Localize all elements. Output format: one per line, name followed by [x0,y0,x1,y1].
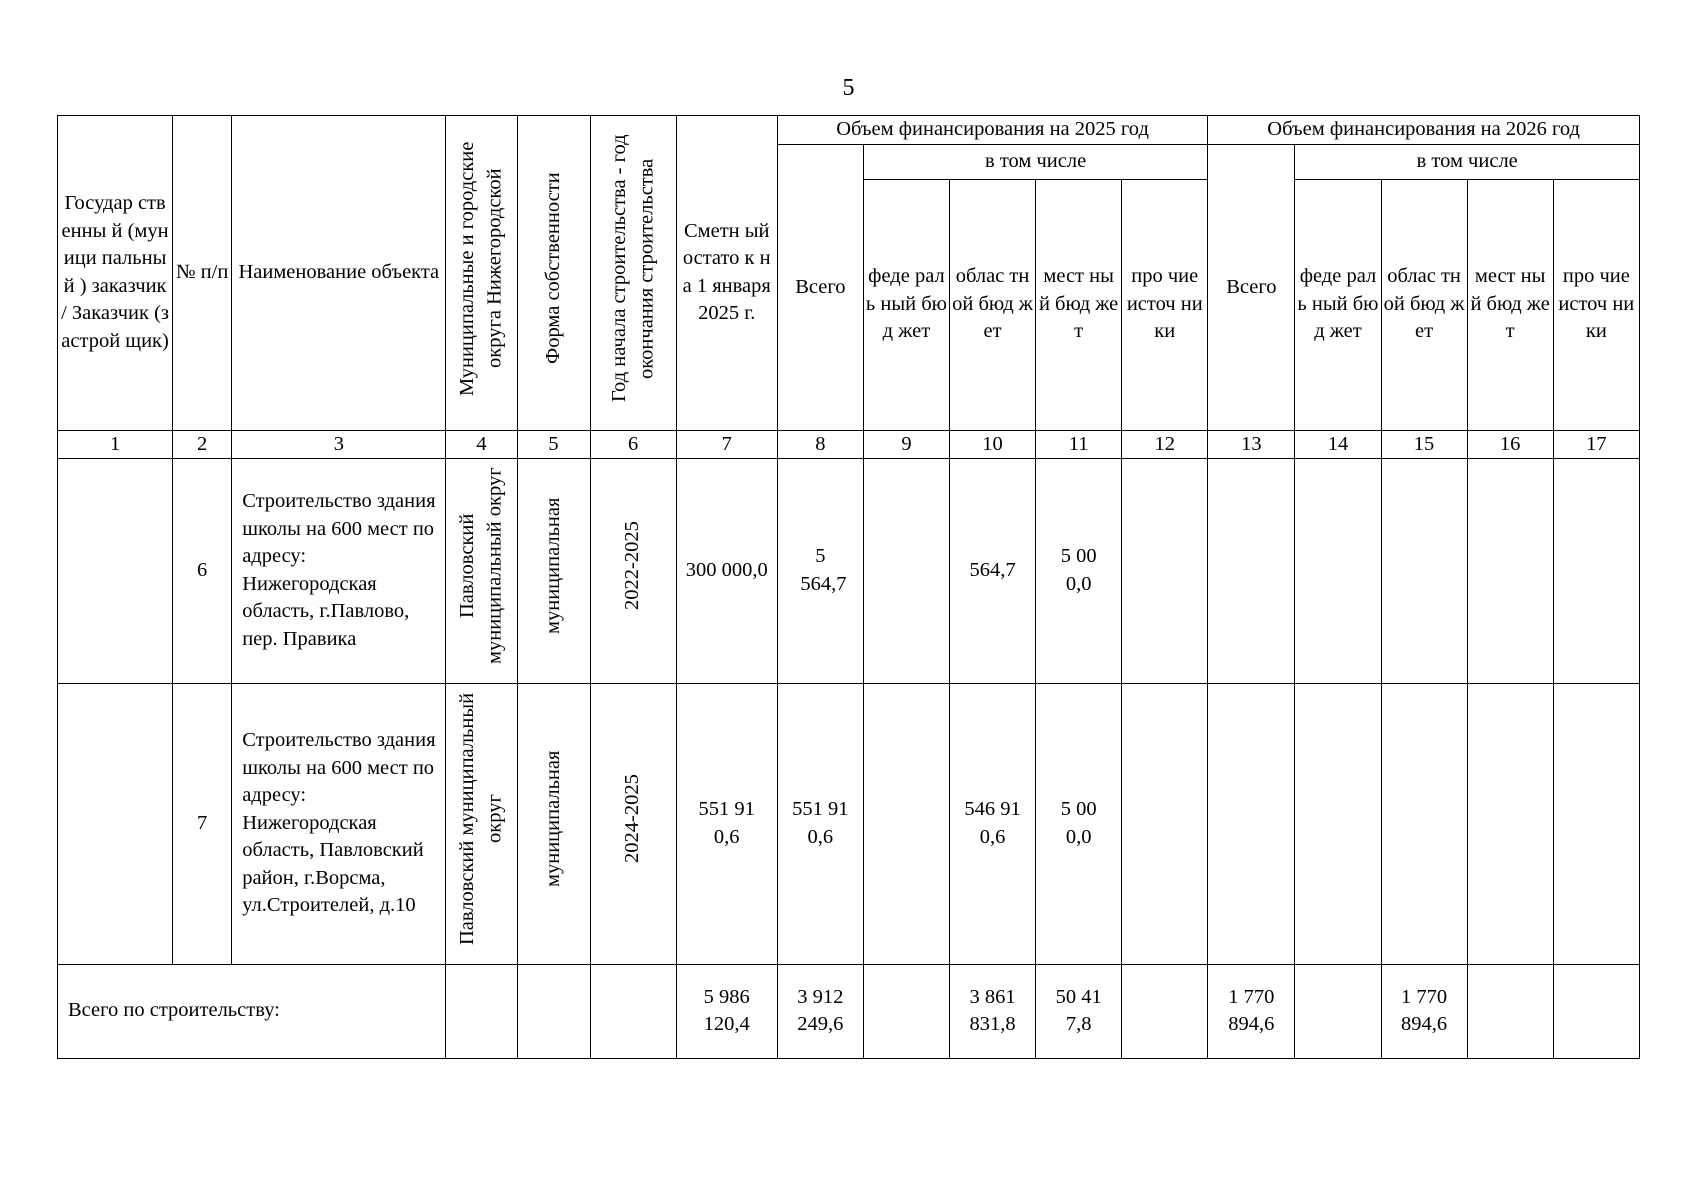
total-regional-2025: 3 861 831,8 [949,964,1035,1058]
cell-object-name: Строительство здания школы на 600 мест по адресу: Нижегородская область, Павловский район, г.Ворсма, ул.Строителей, д.10 [232,683,446,964]
total-2026: 1 770 894,6 [1208,964,1295,1058]
total-2025: 3 912 249,6 [777,964,863,1058]
cell-total-2026 [1208,683,1295,964]
column-number: 2 [173,430,232,458]
cell-estimate: 300 000,0 [676,458,777,683]
cell-total-2025: 5 564,7 [777,458,863,683]
total-federal-2025 [863,964,949,1058]
column-number: 10 [949,430,1035,458]
cell-federal-2025 [863,683,949,964]
column-number: 15 [1381,430,1467,458]
cell-years [590,964,676,1058]
cell-ownership: муниципальная [517,683,590,964]
cell-ownership [517,964,590,1058]
column-number: 1 [58,430,173,458]
cell-total-2026 [1208,458,1295,683]
cell-total-2025: 551 910,6 [777,683,863,964]
column-number: 9 [863,430,949,458]
header-federal-2025: феде раль ный бюд жет [863,179,949,430]
totals-label: Всего по строительству: [58,964,446,1058]
column-number-row [58,430,1640,458]
cell-regional-2025: 564,7 [949,458,1035,683]
cell-municipality: Павловский муниципальный округ [446,458,517,683]
cell-ownership: муниципальная [517,458,590,683]
header-years: Год начала строительства - год окончания строительства [590,116,676,431]
header-local-2025: мест ный бюд жет [1036,179,1122,430]
header-regional-2025: облас тной бюд жет [949,179,1035,430]
header-other-2026: про чие источ ники [1553,179,1639,430]
cell-regional-2025: 546 910,6 [949,683,1035,964]
column-number: 4 [446,430,517,458]
header-financing-2025: Объем финансирования на 2025 год [777,116,1208,145]
total-other-2025 [1122,964,1208,1058]
cell-federal-2026 [1295,458,1381,683]
cell-years: 2022-2025 [590,458,676,683]
header-regional-2026: облас тной бюд жет [1381,179,1467,430]
cell-num: 6 [173,458,232,683]
cell-local-2025: 5 000,0 [1036,683,1122,964]
header-total-2026: Всего [1208,145,1295,431]
header-federal-2026: феде раль ный бюд жет [1295,179,1381,430]
column-number: 14 [1295,430,1381,458]
header-estimate: Сметн ый остато к на 1 января 2025 г. [676,116,777,431]
cell-local-2026 [1467,458,1553,683]
header-customer: Государ ственны й (муници пальный ) заказчик / Заказчик (застрой щик) [58,116,173,431]
total-local-2025: 50 417,8 [1036,964,1122,1058]
total-estimate: 5 986 120,4 [676,964,777,1058]
cell-years: 2024-2025 [590,683,676,964]
cell-other-2026 [1553,683,1639,964]
cell-num: 7 [173,683,232,964]
column-number: 11 [1036,430,1122,458]
header-ownership: Форма собственности [517,116,590,431]
header-other-2025: про чие источ ники [1122,179,1208,430]
table-row [58,683,1640,964]
financing-table [57,115,1640,1059]
column-number: 3 [232,430,446,458]
table-row [58,458,1640,683]
header-including-2025: в том числе [863,145,1207,180]
total-regional-2026: 1 770 894,6 [1381,964,1467,1058]
header-including-2026: в том числе [1295,145,1640,180]
cell-object-name: Строительство здания школы на 600 мест по адресу: Нижегородская область, г.Павлово, пер. Правика [232,458,446,683]
cell-regional-2026 [1381,458,1467,683]
column-number: 5 [517,430,590,458]
column-number: 13 [1208,430,1295,458]
cell-municipality [446,964,517,1058]
cell-municipality: Павловский муниципальный округ [446,683,517,964]
totals-row [58,964,1640,1058]
column-number: 17 [1553,430,1639,458]
total-other-2026 [1553,964,1639,1058]
cell-other-2025 [1122,683,1208,964]
cell-regional-2026 [1381,683,1467,964]
column-number: 7 [676,430,777,458]
cell-federal-2025 [863,458,949,683]
header-financing-2026: Объем финансирования на 2026 год [1208,116,1640,145]
column-number: 12 [1122,430,1208,458]
header-num: № п/п [173,116,232,431]
total-federal-2026 [1295,964,1381,1058]
cell-local-2025: 5 000,0 [1036,458,1122,683]
page-number: 5 [842,75,855,101]
header-object-name: Наименование объекта [232,116,446,431]
cell-customer [58,458,173,683]
cell-other-2026 [1553,458,1639,683]
header-local-2026: мест ный бюд жет [1467,179,1553,430]
cell-local-2026 [1467,683,1553,964]
cell-estimate: 551 910,6 [676,683,777,964]
cell-other-2025 [1122,458,1208,683]
column-number: 16 [1467,430,1553,458]
column-number: 8 [777,430,863,458]
total-local-2026 [1467,964,1553,1058]
cell-federal-2026 [1295,683,1381,964]
header-total-2025: Всего [777,145,863,431]
header-municipality: Муниципальные и городские округа Нижегородской [446,116,517,431]
column-number: 6 [590,430,676,458]
cell-customer [58,683,173,964]
